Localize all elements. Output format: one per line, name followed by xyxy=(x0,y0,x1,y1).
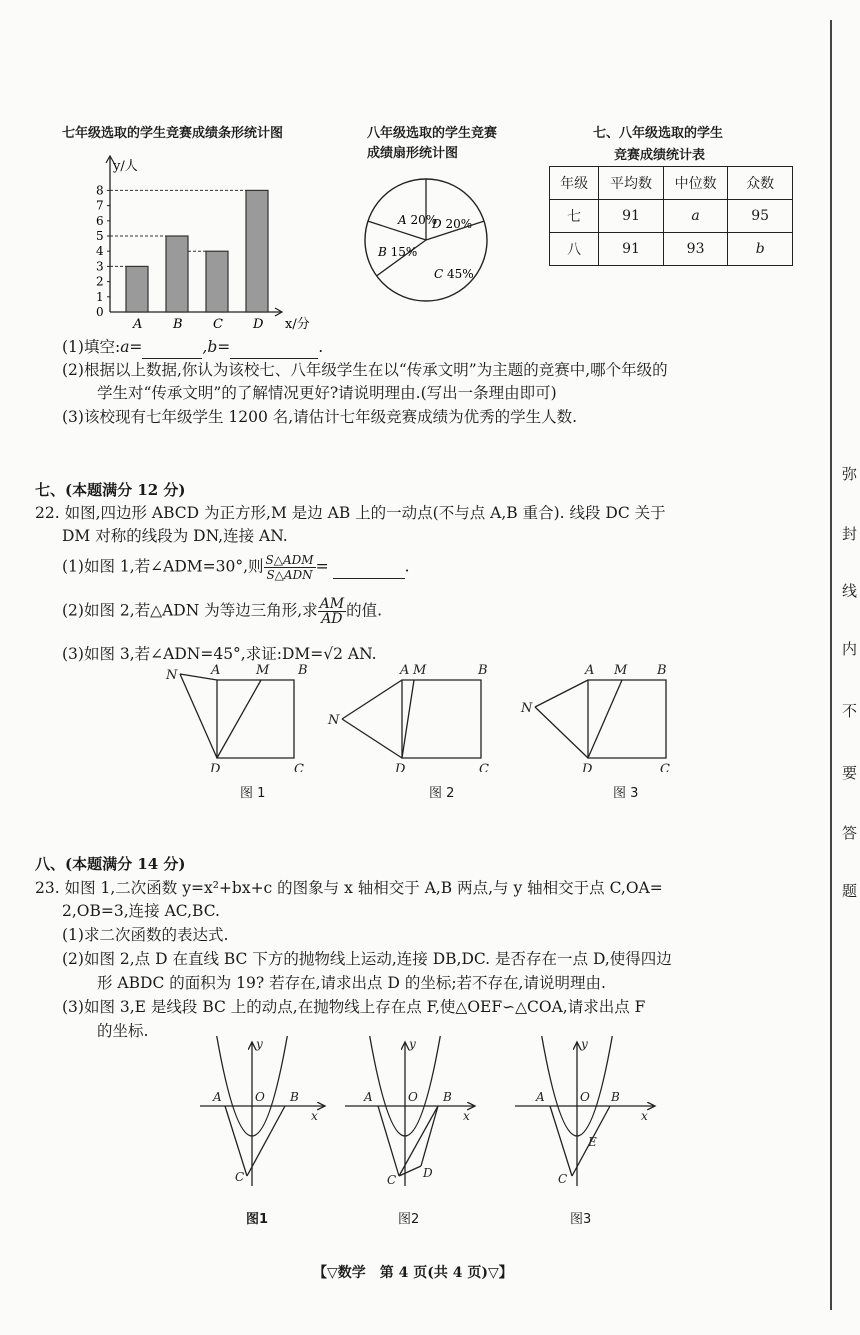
bar xyxy=(206,251,228,312)
q21-b-label: ,b= xyxy=(202,338,231,356)
point-label: N xyxy=(328,713,340,728)
q22-part2-text: (2)如图 2,若△ADN 为等边三角形,求 xyxy=(62,601,318,620)
x-tick-label: A xyxy=(133,317,143,332)
point-label: A xyxy=(211,663,221,678)
q23-fig2-caption: 图2 xyxy=(398,1212,420,1227)
pie-slice-label: D 20% xyxy=(432,217,473,231)
margin-char: 题 xyxy=(842,882,858,900)
point-label: B xyxy=(290,1090,299,1104)
q22-part3: (3)如图 3,若∠ADN=45°,求证:DM=√2 AN. xyxy=(62,645,377,663)
q23-stem-line1: 23. 如图 1,二次函数 y=x²+bx+c 的图象与 x 轴相交于 A,B 两点,与 y 轴相交于点 C,OA= xyxy=(35,879,663,897)
q23-fig3-caption: 图3 xyxy=(570,1212,592,1227)
point-label: M xyxy=(256,663,270,678)
table-cell: 91 xyxy=(599,200,664,233)
q23-part2-line1: (2)如图 2,点 D 在直线 BC 下方的抛物线上运动,连接 DB,DC. 是否存在一点 D,使得四边 xyxy=(62,950,672,968)
point-label: M xyxy=(614,663,628,678)
axis-label: y xyxy=(409,1037,416,1051)
table-cell: 95 xyxy=(728,200,793,233)
pie-slice-label: C 45% xyxy=(434,267,474,281)
bar-chart xyxy=(80,148,320,338)
q21-a-label: a= xyxy=(120,338,143,356)
q23-figures xyxy=(185,1036,665,1196)
table-header-cell: 平均数 xyxy=(599,167,664,200)
point-label: C xyxy=(660,762,670,772)
q22-fig3-caption: 图 3 xyxy=(613,786,639,801)
table-header-row xyxy=(550,167,793,200)
point-label: B xyxy=(478,663,488,678)
q22-figure-3 xyxy=(535,680,666,758)
pie-chart-title-line1: 八年级选取的学生竞赛 xyxy=(367,126,498,141)
point-label: O xyxy=(408,1090,418,1104)
y-tick-label: 2 xyxy=(96,274,104,289)
table-title-line2: 竞赛成绩统计表 xyxy=(614,148,706,163)
bar xyxy=(126,266,148,312)
x-tick-label: B xyxy=(173,317,183,332)
table-row xyxy=(550,200,793,233)
fraction-numerator: S△ADM xyxy=(265,553,314,567)
stat-table xyxy=(549,166,793,266)
point-label: A xyxy=(400,663,410,678)
point-label: C xyxy=(558,1172,568,1186)
bar xyxy=(166,236,188,312)
am-ad-fraction xyxy=(318,597,346,626)
axis-label: x xyxy=(641,1109,648,1123)
q22-part1 xyxy=(62,553,410,582)
point-label: B xyxy=(657,663,667,678)
point-label: C xyxy=(294,762,304,772)
y-tick-label: 8 xyxy=(96,183,104,198)
point-label: D xyxy=(395,762,406,772)
y-tick-label: 7 xyxy=(96,198,104,213)
fraction-denominator: AD xyxy=(321,611,343,627)
y-tick-label: 5 xyxy=(96,229,104,243)
pie-chart xyxy=(360,170,496,310)
margin-char: 内 xyxy=(842,640,858,658)
point-label: A xyxy=(536,1090,545,1104)
point-label: A xyxy=(213,1090,222,1104)
table-title-line1: 七、八年级选取的学生 xyxy=(593,126,724,141)
q22-part1-text: (1)如图 1,若∠ADM=30°,则 xyxy=(62,557,264,576)
q22-figure-2 xyxy=(342,680,481,758)
q23-part3-line2: 的坐标. xyxy=(97,1022,149,1040)
point-label: A xyxy=(364,1090,373,1104)
q23-figure-2 xyxy=(345,1036,475,1186)
q23-stem-line2: 2,OB=3,连接 AC,BC. xyxy=(62,902,220,920)
q23-part1: (1)求二次函数的表达式. xyxy=(62,926,229,944)
y-tick-label: 1 xyxy=(96,289,104,304)
y-tick-label: 6 xyxy=(96,213,104,228)
fraction-denominator: S△ADN xyxy=(266,568,313,582)
y-axis-label: y/人 xyxy=(113,159,138,174)
table-header-cell: 年级 xyxy=(550,167,599,200)
answer-blank-b[interactable] xyxy=(230,336,318,359)
point-label: N xyxy=(521,701,533,716)
q22-part2 xyxy=(62,597,382,626)
point-label: C xyxy=(235,1170,245,1184)
q22-figures xyxy=(160,662,720,772)
point-label: D xyxy=(210,762,221,772)
q21-part2-line1: (2)根据以上数据,你认为该校七、八年级学生在以“传承文明”为主题的竞赛中,哪个年级的 xyxy=(62,361,668,379)
q23-part2-line2: 形 ABDC 的面积为 19? 若存在,请求出点 D 的坐标;若不存在,请说明理由. xyxy=(97,974,606,992)
margin-char: 答 xyxy=(842,824,858,842)
x-tick-label: C xyxy=(213,317,223,332)
q21-part1-end: . xyxy=(318,338,324,356)
point-label: O xyxy=(580,1090,590,1104)
point-label: B xyxy=(611,1090,620,1104)
margin-char: 封 xyxy=(842,525,858,543)
axis-label: y xyxy=(581,1037,588,1051)
q22-part1-end: . xyxy=(404,557,410,576)
q21-part3: (3)该校现有七年级学生 1200 名,请估计七年级竞赛成绩为优秀的学生人数. xyxy=(62,408,578,426)
q22-fig2-caption: 图 2 xyxy=(429,786,455,801)
pie-slice-label: B 15% xyxy=(378,245,418,259)
table-cell: 七 xyxy=(550,200,599,233)
page-footer: 【▽数学 第 4 页(共 4 页)▽】 xyxy=(313,1265,513,1281)
q23-fig1-caption: 图1 xyxy=(246,1212,269,1227)
q22-part1-equals: = xyxy=(315,557,329,576)
point-label: D xyxy=(423,1166,433,1180)
point-label: C xyxy=(479,762,489,772)
q22-stem-line2: DM 对称的线段为 DN,连接 AN. xyxy=(62,527,288,545)
q22-part2-end: 的值. xyxy=(346,601,383,620)
bar xyxy=(246,190,268,312)
margin-char: 弥 xyxy=(842,465,858,483)
y-tick-label: 3 xyxy=(96,259,104,274)
point-label: M xyxy=(413,663,427,678)
q23-figure-1 xyxy=(200,1036,325,1186)
answer-blank-ratio[interactable] xyxy=(333,556,405,579)
margin-char: 要 xyxy=(842,764,858,782)
q22-fig1-caption: 图 1 xyxy=(240,786,266,801)
q21-part1 xyxy=(62,336,323,359)
section-7-heading: 七、(本题满分 12 分) xyxy=(35,481,186,499)
point-label: B xyxy=(443,1090,452,1104)
fraction-numerator: AM xyxy=(319,596,345,612)
q23-figure-3 xyxy=(515,1036,655,1186)
point-label: D xyxy=(582,762,593,772)
table-row xyxy=(550,233,793,266)
table-cell: 91 xyxy=(599,233,664,266)
pie-chart-title-line2: 成绩扇形统计图 xyxy=(367,146,459,161)
table-header-cell: 中位数 xyxy=(663,167,728,200)
area-ratio-fraction xyxy=(264,553,316,582)
x-axis-label: x/分 xyxy=(285,317,310,332)
pie-slice-label: A 20% xyxy=(398,213,438,227)
bar-chart-title: 七年级选取的学生竞赛成绩条形统计图 xyxy=(62,126,284,141)
table-cell: a xyxy=(663,200,728,233)
q22-figure-1 xyxy=(180,674,294,758)
point-label: E xyxy=(588,1135,597,1149)
q21-part1-prefix: (1)填空: xyxy=(62,338,121,356)
q21-part2-line2: 学生对“传承文明”的了解情况更好?请说明理由.(写出一条理由即可) xyxy=(97,384,557,402)
point-label: B xyxy=(298,663,308,678)
axis-label: y xyxy=(256,1037,263,1051)
section-8-heading: 八、(本题满分 14 分) xyxy=(35,855,186,873)
axis-label: x xyxy=(463,1109,470,1123)
table-cell: 八 xyxy=(550,233,599,266)
point-label: O xyxy=(255,1090,265,1104)
q22-stem-line1: 22. 如图,四边形 ABCD 为正方形,M 是边 AB 上的一动点(不与点 A,B 重合). 线段 DC 关于 xyxy=(35,504,666,522)
margin-char: 线 xyxy=(842,582,858,600)
answer-blank-a[interactable] xyxy=(142,336,202,359)
point-label: N xyxy=(166,668,178,683)
table-header-cell: 众数 xyxy=(728,167,793,200)
q23-part3-line1: (3)如图 3,E 是线段 BC 上的动点,在抛物线上存在点 F,使△OEF∽△COA,请求出点 F xyxy=(62,998,646,1016)
x-tick-label: D xyxy=(253,317,264,332)
y-tick-label: 0 xyxy=(96,305,104,319)
axis-label: x xyxy=(311,1109,318,1123)
point-label: A xyxy=(585,663,595,678)
margin-char: 不 xyxy=(842,702,858,720)
table-cell: b xyxy=(728,233,793,266)
point-label: C xyxy=(387,1173,397,1187)
y-tick-label: 4 xyxy=(96,244,104,259)
binding-line xyxy=(830,20,832,1310)
table-cell: 93 xyxy=(663,233,728,266)
